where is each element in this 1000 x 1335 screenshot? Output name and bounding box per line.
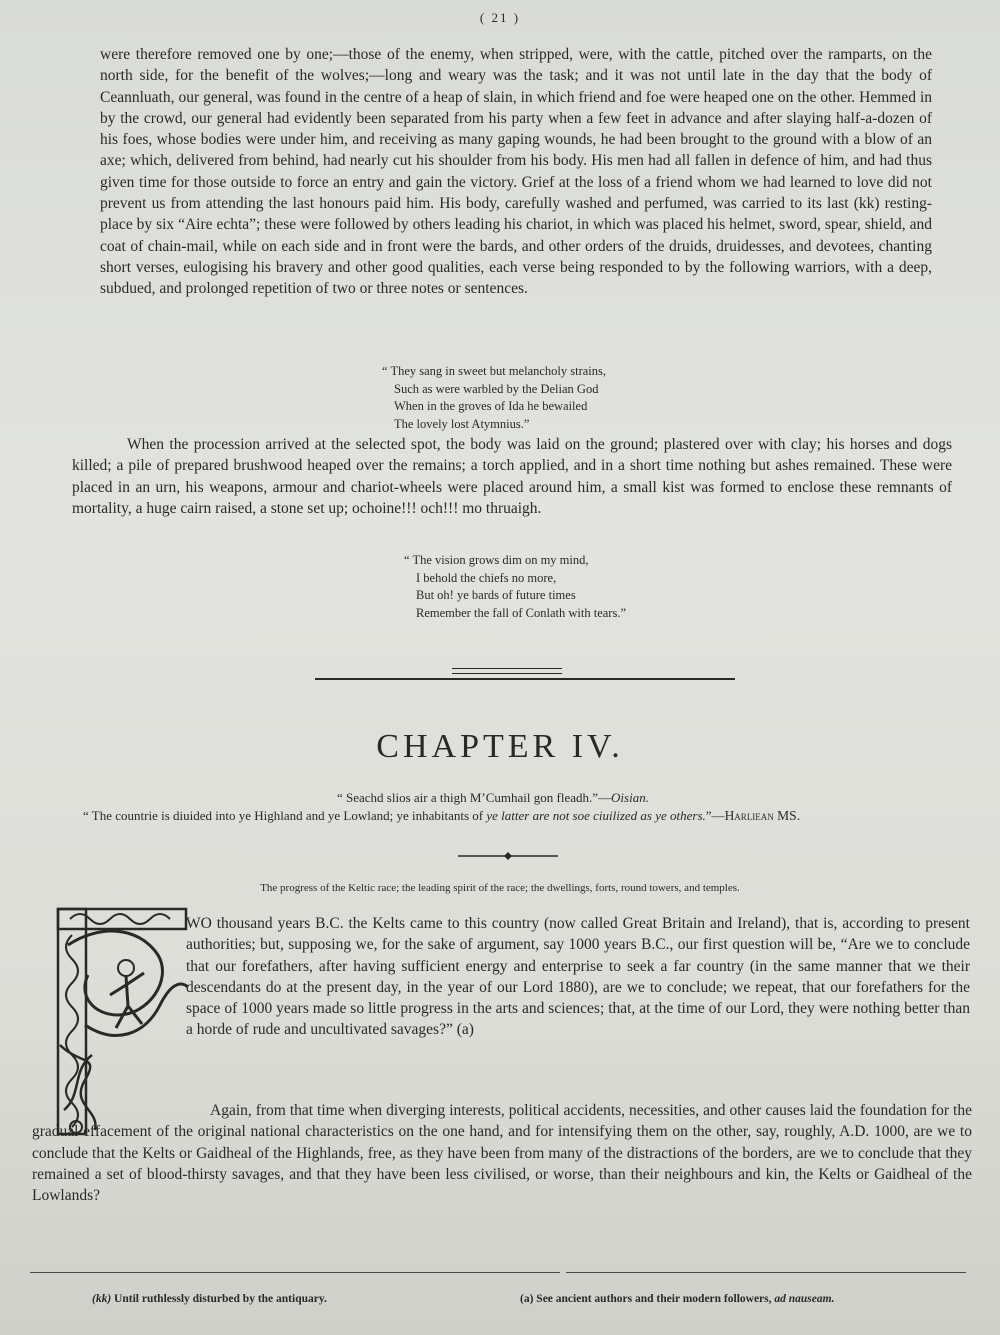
epigraph-1-text: “ Seachd slios air a thigh M’Cumhail gon fleadh.”— xyxy=(337,790,612,805)
section-divider xyxy=(315,678,735,680)
epigraph-2-source: Harliean MS. xyxy=(724,808,801,823)
epigraph-2-tail: ”— xyxy=(705,808,725,823)
verse-1-line: “ They sang in sweet but melancholy strains, xyxy=(382,364,607,378)
diamond-rule-ornament xyxy=(458,851,558,861)
footnote-rule-left xyxy=(30,1272,560,1273)
epigraph-1-source: Oisian. xyxy=(611,790,649,805)
epigraph-2-text: “ The countrie is diuided into ye Highland and ye Lowland; ye inhabitants of xyxy=(83,808,487,823)
verse-1-line: Such as were warbled by the Delian God xyxy=(394,381,599,396)
verse-2-line: “ The vision grows dim on my mind, xyxy=(404,553,589,567)
top-paragraph: were therefore removed one by one;—those of the enemy, when stripped, were, with the cattle, pitched over the ramparts, on the north side, for the benefit of the wolves;—long and weary was the task; and it was not until late in the day that the body of Ceannluath, our general, was found in the centre of a heap of slain, in which friend and foe were heaped one on the other. Hemmed in by the crowd, our general had evidently been separated from his party when a few feet in advance and after slaying half-a-dozen of his foes, whose bodies were under him, and receiving as many gaping wounds, he had been brought to the ground with a blow of an axe; which, delivered from behind, had nearly cut his shoulder from his body. His men had all fallen in defence of him, and had thus given time for those outside to force an entry and gain the victory. Grief at the loss of a friend whom we had learned to love did not prevent us from attending the last honours paid him. His body, carefully washed and perfumed, was carried to its last (kk) resting-place by six “Aire echta”; these were followed by others leading his chariot, in which was placed his helmet, sword, spear, shield, and coat of chain-mail, while on each side and in front were the bards, and other orders of the druids, druidesses, and devotees, chanting short verses, eulogising his bravery and other good qualities, each verse being responded to by the following warriors, with a deep, subdued, and prolonged repetition of two or three notes or sentences. xyxy=(100,46,932,298)
epigraph-2 xyxy=(83,808,800,824)
verse-2 xyxy=(404,552,626,622)
verse-1-line: The lovely lost Atymnius.” xyxy=(394,416,530,431)
footnote-kk-mark: (kk) xyxy=(92,1293,112,1305)
ornament-rule-mid xyxy=(452,673,562,674)
verse-2-line: I behold the chiefs no more, xyxy=(416,570,557,585)
second-paragraph: Again, from that time when diverging interests, political accidents, necessities, and other causes laid the foundation for the gradual effacement of the original national characteristics on the one hand, and for intensifying them on the other, say, roughly, A.D. 1000, are we to conclude that the Kelts or Gaidheal of the Highlands, free, as they have been from many of the distractions of the borders, are we to conclude that they remained a set of blood-thirsty savages, and that they have been less civilised, or worse, than their neighbours and kin, the Kelts or Gaidheal of the Lowlands? xyxy=(32,1102,972,1205)
epigraph-2-italic: ye latter are not soe ciuilized as ye others. xyxy=(486,808,706,823)
verse-1-line: When in the groves of Ida he bewailed xyxy=(394,399,588,413)
opening-paragraph: WO thousand years B.C. the Kelts came to this country (now called Great Britain and Ireland), that is, according to present authorities; but, supposing we, for the sake of argument, say 1000 years B.C., our first question will be, “Are we to conclude that our forefathers, after having sufficient energy and enterprise to seek a far country (in the same manner that we their descendants do at the present day, in the year of our Lord 1880), are we to conclude; we repeat, that our forefathers for the space of 1000 years made so little progress in the arts and sciences; that, at the time of our Lord, they were nothing better than a horde of rude and uncultivated savages?” (a) xyxy=(186,915,970,1039)
ornament-rule-top xyxy=(452,668,562,669)
verse-2-line: Remember the fall of Conlath with tears.” xyxy=(416,605,627,620)
footnote-a-mark: (a) xyxy=(520,1293,534,1305)
footnote-a-italic: ad nauseam. xyxy=(774,1293,835,1305)
footnote-a-text: See ancient authors and their modern followers, xyxy=(533,1293,775,1305)
middle-paragraph: When the procession arrived at the selected spot, the body was laid on the ground; plastered over with clay; his horses and dogs killed; a pile of prepared brushwood heaped over the remains; a torch applied, and in a short time nothing but ashes remained. These were placed in an urn, his weapons, armour and chariot-wheels were placed around him, a small kist was formed to enclose these remnants of mortality, a huge cairn raised, a stone set up; ochoine!!! och!!! mo thruaigh. xyxy=(72,436,952,517)
footnote-kk-text: Until ruthlessly disturbed by the antiquary. xyxy=(111,1293,327,1305)
page-number: ( 21 ) xyxy=(479,10,521,25)
chapter-summary: The progress of the Keltic race; the leading spirit of the race; the dwellings, forts, round towers, and temples. xyxy=(260,882,740,894)
verse-1 xyxy=(382,363,606,433)
chapter-title: CHAPTER IV. xyxy=(376,728,624,765)
epigraph-1 xyxy=(337,790,649,806)
footnote-rule-right xyxy=(566,1272,966,1273)
footnote-kk xyxy=(92,1293,327,1305)
footnote-a xyxy=(520,1293,834,1305)
verse-2-line: But oh! ye bards of future times xyxy=(416,588,576,602)
